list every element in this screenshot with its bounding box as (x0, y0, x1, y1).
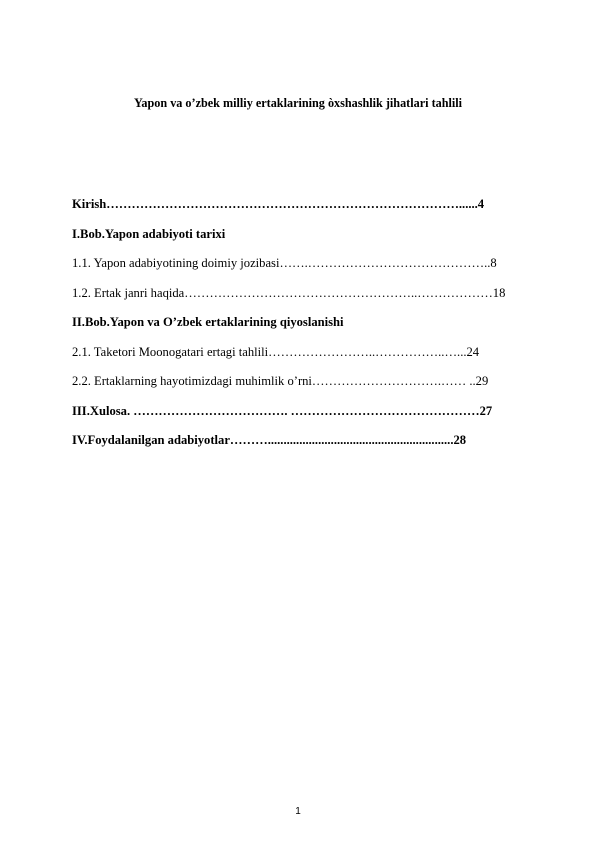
table-of-contents (72, 197, 532, 463)
toc-entry: Kirish…………………………………………………………………………......4 (72, 197, 485, 211)
toc-entry: 2.1. Taketori Moonogatari ertagi tahlili……………………..……………..…...24 (72, 344, 480, 359)
toc-entry: I.Bob.Yapon adabiyoti tarixi (72, 226, 226, 241)
toc-entry: 1.1. Yapon adabiyotining doimiy jozibasi…….……………………………………..8 (72, 256, 497, 270)
toc-entry: 1.2. Ertak janri haqida………………………………………………..………………18 (72, 285, 506, 300)
toc-entry: III.Xulosa. ………………………………. ………………………………………27 (72, 403, 493, 418)
document-title: Yapon va o’zbek milliy ertaklarining òxshashlik jihatlari tahlili (133, 96, 463, 110)
page-number: 1 (295, 806, 301, 817)
toc-entry: II.Bob.Yapon va O’zbek ertaklarining qiyoslanishi (72, 315, 344, 329)
toc-entry: 2.2. Ertaklarning hayotimizdagi muhimlik o’rni………………………….…… ..29 (72, 374, 489, 388)
toc-entry: IV.Foydalanilgan adabiyotlar………...........................................................28 (72, 433, 467, 447)
